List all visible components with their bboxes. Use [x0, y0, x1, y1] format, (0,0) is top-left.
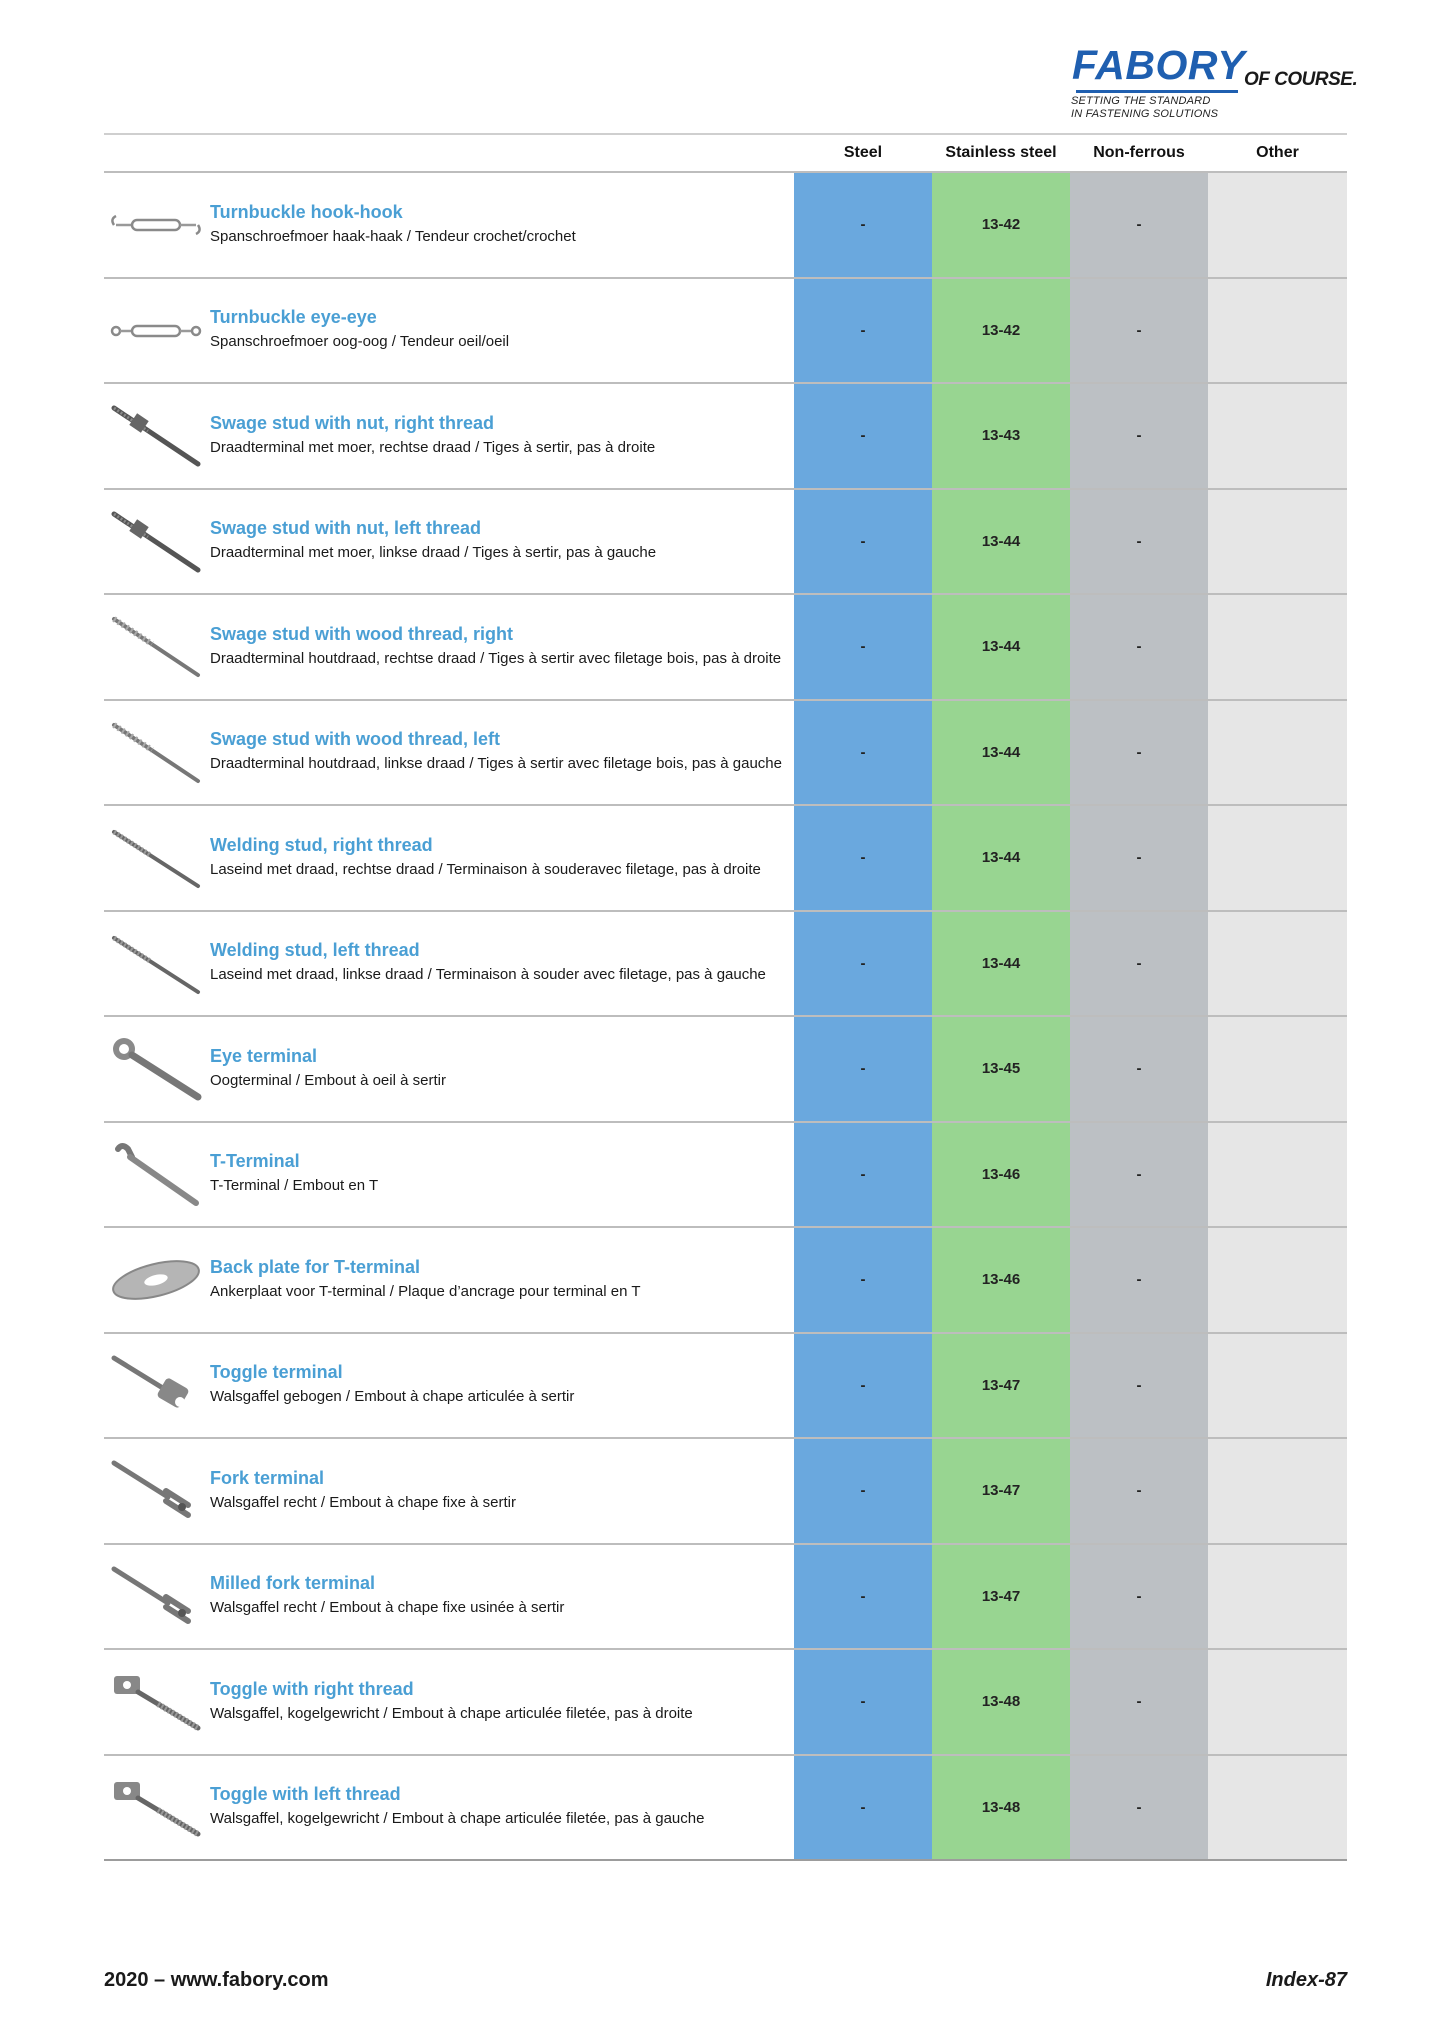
table-row — [104, 1017, 1347, 1123]
table-row — [104, 912, 1347, 1018]
product-title: Eye terminal — [210, 1045, 318, 1066]
toggle-thread-icon — [108, 1666, 204, 1738]
product-title: Toggle terminal — [210, 1362, 343, 1383]
stainless-page-ref: 13-47 — [981, 1376, 1021, 1394]
product-title: Turnbuckle hook-hook — [210, 201, 403, 222]
product-title: Toggle with right thread — [210, 1678, 414, 1699]
stainless-page-ref: 13-42 — [981, 321, 1021, 339]
row-text — [210, 1784, 785, 1830]
footer-year-website: 2020 – www.fabory.com — [104, 1969, 329, 1991]
steel-page-ref: - — [860, 1376, 866, 1394]
stainless-page-ref: 13-42 — [981, 216, 1021, 234]
product-description: Oogterminal / Embout à oeil à sertir — [210, 1071, 446, 1089]
other-page-ref — [1208, 1334, 1347, 1438]
table-row — [104, 490, 1347, 596]
row-text — [210, 1362, 785, 1408]
row-text — [210, 1257, 785, 1303]
product-title: Welding stud, left thread — [210, 940, 420, 961]
steel-page-ref: - — [860, 1693, 866, 1711]
t-terminal-icon — [108, 1139, 204, 1211]
stainless-page-ref: 13-48 — [981, 1798, 1021, 1816]
stainless-page-ref: 13-43 — [981, 427, 1021, 445]
turnbuckle-hook-icon — [108, 189, 204, 261]
column-header-non-ferrous: Non-ferrous — [1093, 144, 1185, 161]
stainless-page-ref: 13-44 — [981, 638, 1021, 656]
other-page-ref — [1208, 1650, 1347, 1754]
other-page-ref — [1208, 1228, 1347, 1332]
product-description: Walsgaffel, kogelgewricht / Embout à chape articulée filetée, pas à droite — [210, 1704, 693, 1722]
other-page-ref — [1208, 279, 1347, 383]
row-text — [210, 835, 785, 881]
product-title: Back plate for T-terminal — [210, 1256, 421, 1277]
product-title: Swage stud with wood thread, left — [210, 729, 501, 750]
non-ferrous-page-ref: - — [1136, 743, 1142, 761]
stainless-page-ref: 13-46 — [981, 1271, 1021, 1289]
stainless-page-ref: 13-47 — [981, 1482, 1021, 1500]
steel-page-ref: - — [860, 321, 866, 339]
product-title: Swage stud with nut, left thread — [210, 518, 482, 539]
other-page-ref — [1208, 701, 1347, 805]
other-page-ref — [1208, 806, 1347, 910]
table-row — [104, 1334, 1347, 1440]
row-text — [210, 202, 785, 248]
other-page-ref — [1208, 912, 1347, 1016]
product-description: Draadterminal houtdraad, linkse draad / Tiges à sertir avec filetage bois, pas à gauche — [210, 755, 782, 773]
logo-rule — [1076, 90, 1238, 93]
swage-stud-nut-icon — [108, 400, 204, 472]
stainless-page-ref: 13-44 — [981, 743, 1021, 761]
non-ferrous-page-ref: - — [1136, 954, 1142, 972]
table-row — [104, 1650, 1347, 1756]
product-description: Walsgaffel recht / Embout à chape fixe à sertir — [210, 1493, 516, 1511]
non-ferrous-page-ref: - — [1136, 1482, 1142, 1500]
steel-page-ref: - — [860, 1587, 866, 1605]
product-description: Spanschroefmoer haak-haak / Tendeur crochet/crochet — [210, 227, 576, 245]
other-page-ref — [1208, 1439, 1347, 1543]
swage-stud-wood-icon — [108, 717, 204, 789]
product-index-table — [104, 133, 1347, 1861]
other-page-ref — [1208, 1017, 1347, 1121]
product-title: Milled fork terminal — [210, 1573, 376, 1594]
other-page-ref — [1208, 173, 1347, 277]
row-text — [210, 307, 785, 353]
product-description: Spanschroefmoer oog-oog / Tendeur oeil/oeil — [210, 333, 510, 351]
steel-page-ref: - — [860, 1482, 866, 1500]
non-ferrous-page-ref: - — [1136, 638, 1142, 656]
toggle-terminal-icon — [108, 1350, 204, 1422]
back-plate-icon — [108, 1244, 204, 1316]
fork-terminal-icon — [108, 1455, 204, 1527]
non-ferrous-page-ref: - — [1136, 216, 1142, 234]
row-text — [210, 1573, 785, 1619]
product-title: Toggle with left thread — [210, 1784, 401, 1805]
product-description: Draadterminal met moer, rechtse draad / Tiges à sertir, pas à droite — [210, 438, 656, 456]
table-row — [104, 279, 1347, 385]
non-ferrous-page-ref: - — [1136, 1693, 1142, 1711]
column-header-steel: Steel — [843, 144, 883, 161]
product-description: Ankerplaat voor T-terminal / Plaque d’ancrage pour terminal en T — [210, 1282, 641, 1300]
stainless-page-ref: 13-44 — [981, 532, 1021, 550]
table-header — [104, 135, 1347, 173]
product-title: Fork terminal — [210, 1467, 325, 1488]
stainless-page-ref: 13-46 — [981, 1165, 1021, 1183]
stainless-page-ref: 13-48 — [981, 1693, 1021, 1711]
product-description: Draadterminal houtdraad, rechtse draad / Tiges à sertir avec filetage bois, pas à droite — [210, 649, 782, 667]
steel-page-ref: - — [860, 1165, 866, 1183]
stainless-page-ref: 13-47 — [981, 1587, 1021, 1605]
non-ferrous-page-ref: - — [1136, 321, 1142, 339]
table-row — [104, 1439, 1347, 1545]
other-page-ref — [1208, 1123, 1347, 1227]
other-page-ref — [1208, 384, 1347, 488]
steel-page-ref: - — [860, 532, 866, 550]
column-header-stainless-steel: Stainless steel — [945, 144, 1057, 161]
row-text — [210, 518, 785, 564]
steel-page-ref: - — [860, 743, 866, 761]
non-ferrous-page-ref: - — [1136, 1798, 1142, 1816]
table-row — [104, 1228, 1347, 1334]
fabory-logo — [1068, 42, 1358, 122]
footer-page-number: Index-87 — [1265, 1969, 1347, 1991]
steel-page-ref: - — [860, 638, 866, 656]
non-ferrous-page-ref: - — [1136, 849, 1142, 867]
table-body — [104, 173, 1347, 1861]
turnbuckle-eye-icon — [108, 295, 204, 367]
welding-stud-icon — [108, 822, 204, 894]
table-row — [104, 595, 1347, 701]
product-title: Swage stud with nut, right thread — [210, 412, 495, 433]
other-page-ref — [1208, 490, 1347, 594]
column-header-other: Other — [1256, 144, 1299, 161]
product-title: Turnbuckle eye-eye — [210, 307, 377, 328]
row-text — [210, 940, 785, 986]
steel-page-ref: - — [860, 1798, 866, 1816]
row-text — [210, 729, 785, 775]
steel-page-ref: - — [860, 1271, 866, 1289]
product-title: T-Terminal — [210, 1151, 300, 1172]
product-description: Draadterminal met moer, linkse draad / Tiges à sertir, pas à gauche — [210, 544, 657, 562]
welding-stud-icon — [108, 928, 204, 1000]
table-row — [104, 384, 1347, 490]
table-row — [104, 173, 1347, 279]
eye-terminal-icon — [108, 1033, 204, 1105]
product-description: Laseind met draad, linkse draad / Terminaison à souder avec filetage, pas à gauche — [210, 966, 766, 984]
swage-stud-wood-icon — [108, 611, 204, 683]
non-ferrous-page-ref: - — [1136, 1165, 1142, 1183]
non-ferrous-page-ref: - — [1136, 1060, 1142, 1078]
logo-tagline-2: IN FASTENING SOLUTIONS — [1071, 108, 1219, 120]
swage-stud-nut-icon — [108, 506, 204, 578]
steel-page-ref: - — [860, 849, 866, 867]
non-ferrous-page-ref: - — [1136, 427, 1142, 445]
non-ferrous-page-ref: - — [1136, 1587, 1142, 1605]
product-description: Walsgaffel gebogen / Embout à chape articulée à sertir — [210, 1388, 575, 1406]
non-ferrous-page-ref: - — [1136, 532, 1142, 550]
row-text — [210, 624, 785, 670]
toggle-thread-icon — [108, 1772, 204, 1844]
other-page-ref — [1208, 595, 1347, 699]
product-description: Laseind met draad, rechtse draad / Terminaison à souderavec filetage, pas à droite — [210, 860, 761, 878]
table-row — [104, 1545, 1347, 1651]
steel-page-ref: - — [860, 954, 866, 972]
stainless-page-ref: 13-44 — [981, 849, 1021, 867]
table-row — [104, 806, 1347, 912]
table-row — [104, 1123, 1347, 1229]
non-ferrous-page-ref: - — [1136, 1376, 1142, 1394]
steel-page-ref: - — [860, 1060, 866, 1078]
product-title: Welding stud, right thread — [210, 834, 433, 855]
steel-page-ref: - — [860, 427, 866, 445]
row-text — [210, 1468, 785, 1514]
other-page-ref — [1208, 1756, 1347, 1860]
other-page-ref — [1208, 1545, 1347, 1649]
product-description: Walsgaffel recht / Embout à chape fixe usinée à sertir — [210, 1599, 565, 1617]
steel-page-ref: - — [860, 216, 866, 234]
row-text — [210, 1679, 785, 1725]
stainless-page-ref: 13-45 — [981, 1060, 1021, 1078]
product-description: T-Terminal / Embout en T — [210, 1177, 379, 1195]
table-row — [104, 1756, 1347, 1862]
fork-terminal-icon — [108, 1561, 204, 1633]
logo-brand: FABORY — [1072, 42, 1246, 88]
non-ferrous-page-ref: - — [1136, 1271, 1142, 1289]
table-row — [104, 701, 1347, 807]
row-text — [210, 1046, 785, 1092]
row-text — [210, 413, 785, 459]
row-text — [210, 1151, 785, 1197]
stainless-page-ref: 13-44 — [981, 954, 1021, 972]
product-title: Swage stud with wood thread, right — [210, 623, 514, 644]
logo-slogan: OF COURSE. — [1244, 69, 1358, 90]
logo-tagline-1: SETTING THE STANDARD — [1071, 95, 1211, 107]
product-description: Walsgaffel, kogelgewricht / Embout à chape articulée filetée, pas à gauche — [210, 1810, 705, 1828]
